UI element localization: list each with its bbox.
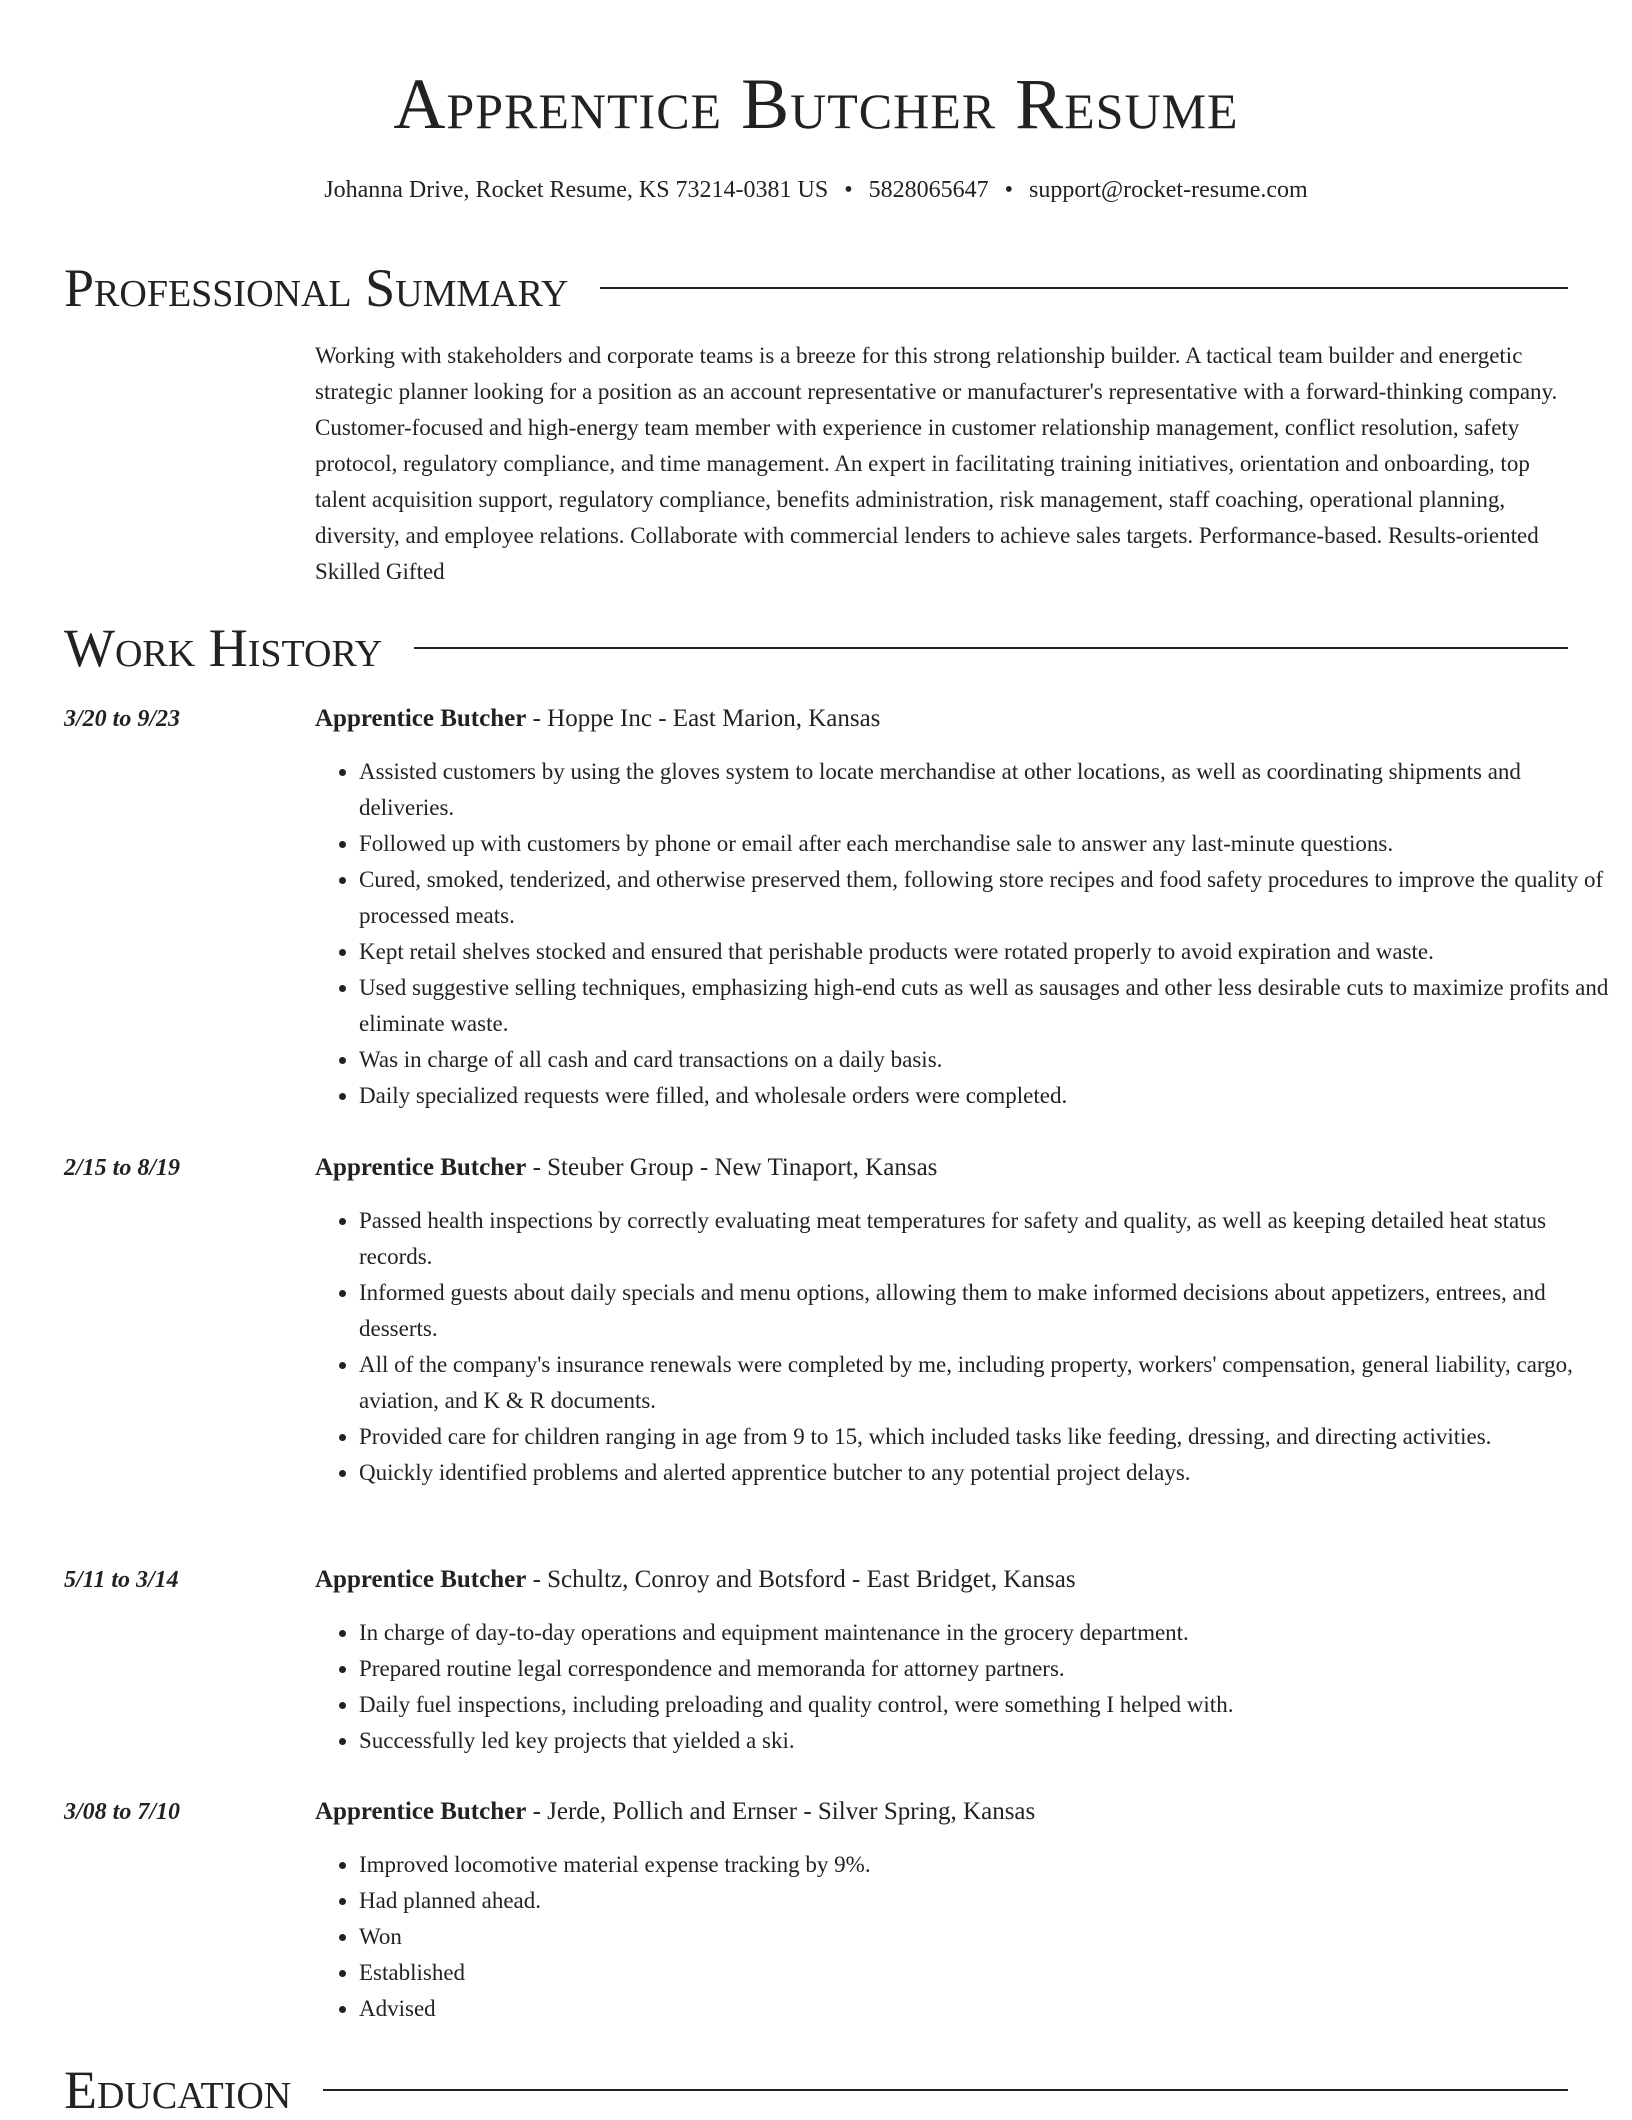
- section-divider: [600, 287, 1568, 289]
- job-duty: • Was in charge of all cash and card transactions on a daily basis.: [359, 1042, 1612, 1078]
- job-duty: • Passed health inspections by correctly evaluating meat temperatures for safety and quality, as well as keeping detailed heat status records.: [359, 1203, 1612, 1275]
- section-title-work: Work History: [64, 618, 383, 678]
- job-duty: • Won: [359, 1919, 1612, 1955]
- job-heading: [315, 1562, 1568, 1598]
- job-role: Apprentice Butcher: [315, 1154, 527, 1181]
- job-duty: • Assisted customers by using the gloves system to locate merchandise at other locations, as well as coordinating shipments and deliveries.: [359, 754, 1612, 826]
- job-employer: - Hoppe Inc - East Marion, Kansas: [526, 705, 881, 732]
- job-duty: • All of the company's insurance renewals were completed by me, including property, workers' compensation, general liability, cargo, aviation, and K & R documents.: [359, 1347, 1612, 1419]
- job-duty: • Established: [359, 1955, 1612, 1991]
- job-role: Apprentice Butcher: [315, 1798, 527, 1825]
- contact-email[interactable]: support@rocket-resume.com: [1029, 177, 1308, 203]
- section-header-summary: [64, 258, 1568, 318]
- job-duty: • Kept retail shelves stocked and ensured that perishable products were rotated properly to avoid expiration and waste.: [359, 934, 1612, 970]
- job-duty: • Had planned ahead.: [359, 1883, 1612, 1919]
- resume-title: Apprentice Butcher Resume: [393, 64, 1239, 144]
- contact-separator: •: [1004, 177, 1014, 203]
- job-dates: 2/15 to 8/19: [64, 1155, 181, 1181]
- section-header-education: [64, 2060, 1568, 2120]
- job-duty: • Improved locomotive material expense tracking by 9%.: [359, 1847, 1612, 1883]
- job-duties-list: [315, 1615, 1612, 1759]
- section-divider: [323, 2089, 1568, 2091]
- job-dates: 3/08 to 7/10: [64, 1799, 181, 1825]
- job-employer: - Schultz, Conroy and Botsford - East Bridget, Kansas: [526, 1566, 1076, 1593]
- job-duty: • Followed up with customers by phone or email after each merchandise sale to answer any last-minute questions.: [359, 826, 1612, 862]
- job-duty: • Provided care for children ranging in age from 9 to 15, which included tasks like feeding, dressing, and directing activities.: [359, 1419, 1612, 1455]
- job-heading: [315, 1150, 1568, 1186]
- job-duty: • In charge of day-to-day operations and equipment maintenance in the grocery department.: [359, 1615, 1612, 1651]
- job-employer: - Steuber Group - New Tinaport, Kansas: [526, 1154, 938, 1181]
- job-duty: • Advised: [359, 1991, 1612, 2027]
- job-dates: 5/11 to 3/14: [64, 1567, 179, 1593]
- job-duties-list: [315, 1847, 1612, 2027]
- job-duties-list: [315, 1203, 1612, 1491]
- job-duty: • Daily fuel inspections, including preloading and quality control, were something I helped with.: [359, 1687, 1612, 1723]
- job-role: Apprentice Butcher: [315, 1566, 527, 1593]
- job-dates: 3/20 to 9/23: [64, 706, 181, 732]
- job-duties-list: [315, 754, 1612, 1114]
- section-header-work: [64, 618, 1568, 678]
- section-divider: [414, 647, 1568, 649]
- job-duty: • Successfully led key projects that yielded a ski.: [359, 1723, 1612, 1759]
- job-duty: • Cured, smoked, tenderized, and otherwise preserved them, following store recipes and food safety procedures to improve the quality of processed meats.: [359, 862, 1612, 934]
- contact-line: [0, 174, 1632, 206]
- professional-summary-text: Working with stakeholders and corporate teams is a breeze for this strong relationship builder. A tactical team builder and energetic strategic planner looking for a position as an account representative or manufacturer's representative with a forward-thinking company. Customer-focused and high-energy team member with experience in customer relationship management, conflict resolution, safety protocol, regulatory compliance, and time management. An expert in facilitating training initiatives, orientation and onboarding, top talent acquisition support, regulatory compliance, benefits administration, risk management, staff coaching, operational planning, diversity, and employee relations. Collaborate with commercial lenders to achieve sales targets. Performance-based. Results-oriented Skilled Gifted: [315, 343, 1558, 584]
- job-duty: • Informed guests about daily specials and menu options, allowing them to make informed decisions about appetizers, entrees, and desserts.: [359, 1275, 1612, 1347]
- contact-separator: •: [844, 177, 853, 203]
- job-heading: [315, 701, 1568, 737]
- job-duty: • Prepared routine legal correspondence and memoranda for attorney partners.: [359, 1651, 1612, 1687]
- section-title-education: Education: [64, 2060, 292, 2120]
- job-employer: - Jerde, Pollich and Ernser - Silver Spring, Kansas: [526, 1798, 1036, 1825]
- job-duty: • Used suggestive selling techniques, emphasizing high-end cuts as well as sausages and other less desirable cuts to maximize profits and eliminate waste.: [359, 970, 1612, 1042]
- job-role: Apprentice Butcher: [315, 705, 527, 732]
- section-title-summary: Professional Summary: [64, 258, 569, 318]
- contact-address: Johanna Drive, Rocket Resume, KS 73214-0381 US: [324, 177, 829, 203]
- job-heading: [315, 1794, 1568, 1830]
- job-duty: • Quickly identified problems and alerted apprentice butcher to any potential project delays.: [359, 1455, 1612, 1491]
- job-duty: • Daily specialized requests were filled, and wholesale orders were completed.: [359, 1078, 1612, 1114]
- contact-phone: 5828065647: [868, 177, 989, 203]
